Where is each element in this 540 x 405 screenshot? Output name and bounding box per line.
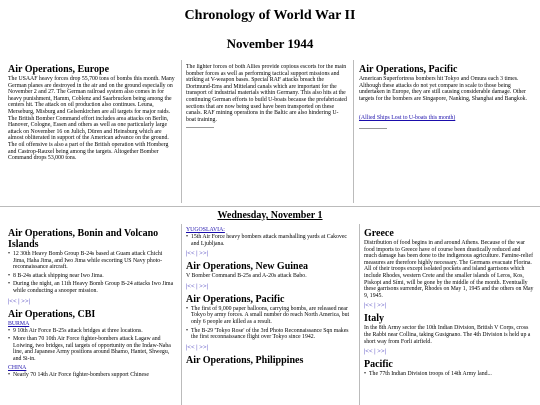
list-item: • The first of 9,000 paper balloons, carrying bombs, are released near Tokyo by army forces. A small number do reach North America, but only 6 people are killed as a result. (191, 306, 354, 326)
column-divider (359, 224, 360, 405)
item-list (8, 372, 176, 379)
section-heading: Air Operations, CBI (8, 308, 96, 320)
item-list (186, 306, 354, 341)
top-column-3 (359, 64, 533, 204)
list-item: • Nearly 70 14th Air Force fighter-bombers support Chinese (13, 372, 176, 379)
section-text: Distribution of food begins in and around Athens. Because of the war food imports to Greece have of course been drastically reduced and much damage has been done to the indigenous agriculture. Famine-relief measures are therefore highly necessary. The Germans evacuate Florina. All of their troops except isolated pockets and island garrisons which include Rhodes, western Crete and the smaller islands of Leros, Kos, Piskopi and Sími, will be gone by the middle of the month. Eventually these garrisons surrender, Rhodes on May 1, 1945 and the others on May 9, 1945. (364, 240, 534, 299)
page-subtitle: November 1944 (226, 36, 314, 51)
column-divider (181, 60, 182, 203)
region-link-china[interactable]: CHINA (8, 364, 27, 371)
bottom-column-3 (364, 228, 534, 405)
item-list (364, 371, 534, 378)
section-heading: Air Operations, Pacific (359, 64, 458, 75)
date-heading: Wednesday, November 1 (217, 210, 323, 221)
prev-next-nav[interactable]: |<< | >>| (186, 250, 208, 258)
top-column-1 (8, 64, 176, 204)
section-text: The USAAF heavy forces drop 55,700 tons of bombs this month. Many German planes are destroyed in the air and on the ground especially on November 2 and 27. The German railroad system also comes in for heavy punishment, Hamm, Coblenz and Saarbrucken being among the centers hit. The attack on oil production also continues. Leuna, Merseburg, Misburg and Gelsenkirchen are all targets for major raids. The British Bomber Command effort includes area attacks on Berlin, Hanover, Cologne, Essen and others as well as one particularly large attack on November 16 on Julich, Düren and Heinsburg which are almost obliterated in support of the American advance on the ground. The oil offensive is also a part of the British operation with Homberg and Castrop-Rauxel being among the targets. Altogether Bomber Command drops 53,000 tons. (8, 76, 175, 162)
divider (186, 127, 214, 128)
prev-next-nav[interactable]: |<< | >>| (364, 302, 386, 310)
list-item: • 12 30th Heavy Bomb Group B-24s based at Guam attack Chichi Jima, Haha Jima, and Iwo Jima while escorting US Navy photo-reconnaissance aircraft. (13, 251, 176, 271)
divider (359, 128, 387, 129)
list-item: • The B-29 'Tokyo Rose' of the 3rd Photo Reconnaissance Sqn makes the first reconnaissance flight over Tokyo since 1942. (191, 328, 354, 341)
section-text: American Superfortress bombers hit Tokyo and Omura each 3 times. Although these attacks do not yet compare in scale to those being undertaken in Europe, they are still causing considerable damage. Other targets for the bombers are Singapore, Nanking, Shanghai and Bangkok. (359, 76, 527, 102)
section-heading: Pacific (364, 359, 393, 371)
section-heading: Greece (364, 228, 394, 239)
top-column-2 (186, 64, 348, 204)
item-list (8, 251, 176, 295)
section-divider (0, 206, 540, 207)
prev-next-nav[interactable]: |<< | >>| (186, 343, 208, 351)
section-heading: Air Operations, Pacific (186, 293, 285, 305)
list-item: • During the night, an 11th Heavy Bomb Group B-24 attacks Iwo Jima while conducting a snooper mission. (13, 281, 176, 294)
column-divider (181, 224, 182, 405)
page-title: Chronology of World War II (184, 8, 356, 23)
section-heading: Air Operations, Europe (8, 64, 110, 75)
section-heading: Italy (364, 313, 384, 325)
bottom-column-2 (186, 226, 354, 405)
list-item: • More than 70 10th Air Force fighter-bombers attack Lagaw and Loiwing, two bridges, rail targets of opportunity on the Indaw-Naba line, and Japanese Army positions around Bhamo, Hantet, Shwegu, and Si-in. (13, 336, 176, 362)
region-link-burma[interactable]: BURMA (8, 320, 30, 327)
bottom-column-1 (8, 228, 176, 405)
list-item: • The 77th Indian Division troops of 14th Army land... (369, 371, 534, 378)
section-heading: Air Operations, Philippines (186, 354, 304, 366)
list-item: • 8 B-24s attack shipping near Iwo Jima. (13, 273, 176, 280)
section-text: In the 8th Army sector the 10th Indian Division, British V Corps, cross the Rabbi near Collina, taking Gusignano. The 4th Division is held up a short way from Forli airfield. (364, 325, 531, 345)
section-heading: Air Operations, Bonin and Volcano Islands (8, 228, 159, 250)
list-item: • 9 10th Air Force B-25s attack bridges at three locations. (13, 328, 176, 335)
uboat-losses-link[interactable]: (Allied Ships Lost to U-boats this month) (359, 115, 456, 122)
section-text: V Bomber Command B-25s and A-20s attack Babo. (186, 273, 307, 280)
section-heading: Air Operations, New Guinea (186, 261, 309, 273)
prev-next-nav[interactable]: |<< | >>| (364, 348, 386, 356)
item-list (8, 328, 176, 363)
item-list (186, 234, 354, 247)
section-text: The lighter forces of both Allies provide copious escorts for the main bomber forces as well as performing tactical support missions and striking at V-weapon bases. Special RAF attacks breach the Dortmund-Ems and Mitteland canals which are important for the transport of industrial materials within Germany. This also hits at the continuing German efforts to build U-boats because the prefabricated sections that are now being used have been transported on these canals. RAF mining operations in the Baltic are also hindering U-boat training. (186, 64, 347, 123)
column-divider (353, 60, 354, 203)
region-link-yugoslavia[interactable]: YUGOSLAVIA: (186, 227, 225, 233)
prev-next-nav[interactable]: |<< | >>| (8, 297, 30, 305)
list-item: • 15th Air Force heavy bombers attack marshalling yards at Cakovec and Ljubljana. (191, 234, 354, 247)
prev-next-nav[interactable]: |<< | >>| (186, 282, 208, 290)
